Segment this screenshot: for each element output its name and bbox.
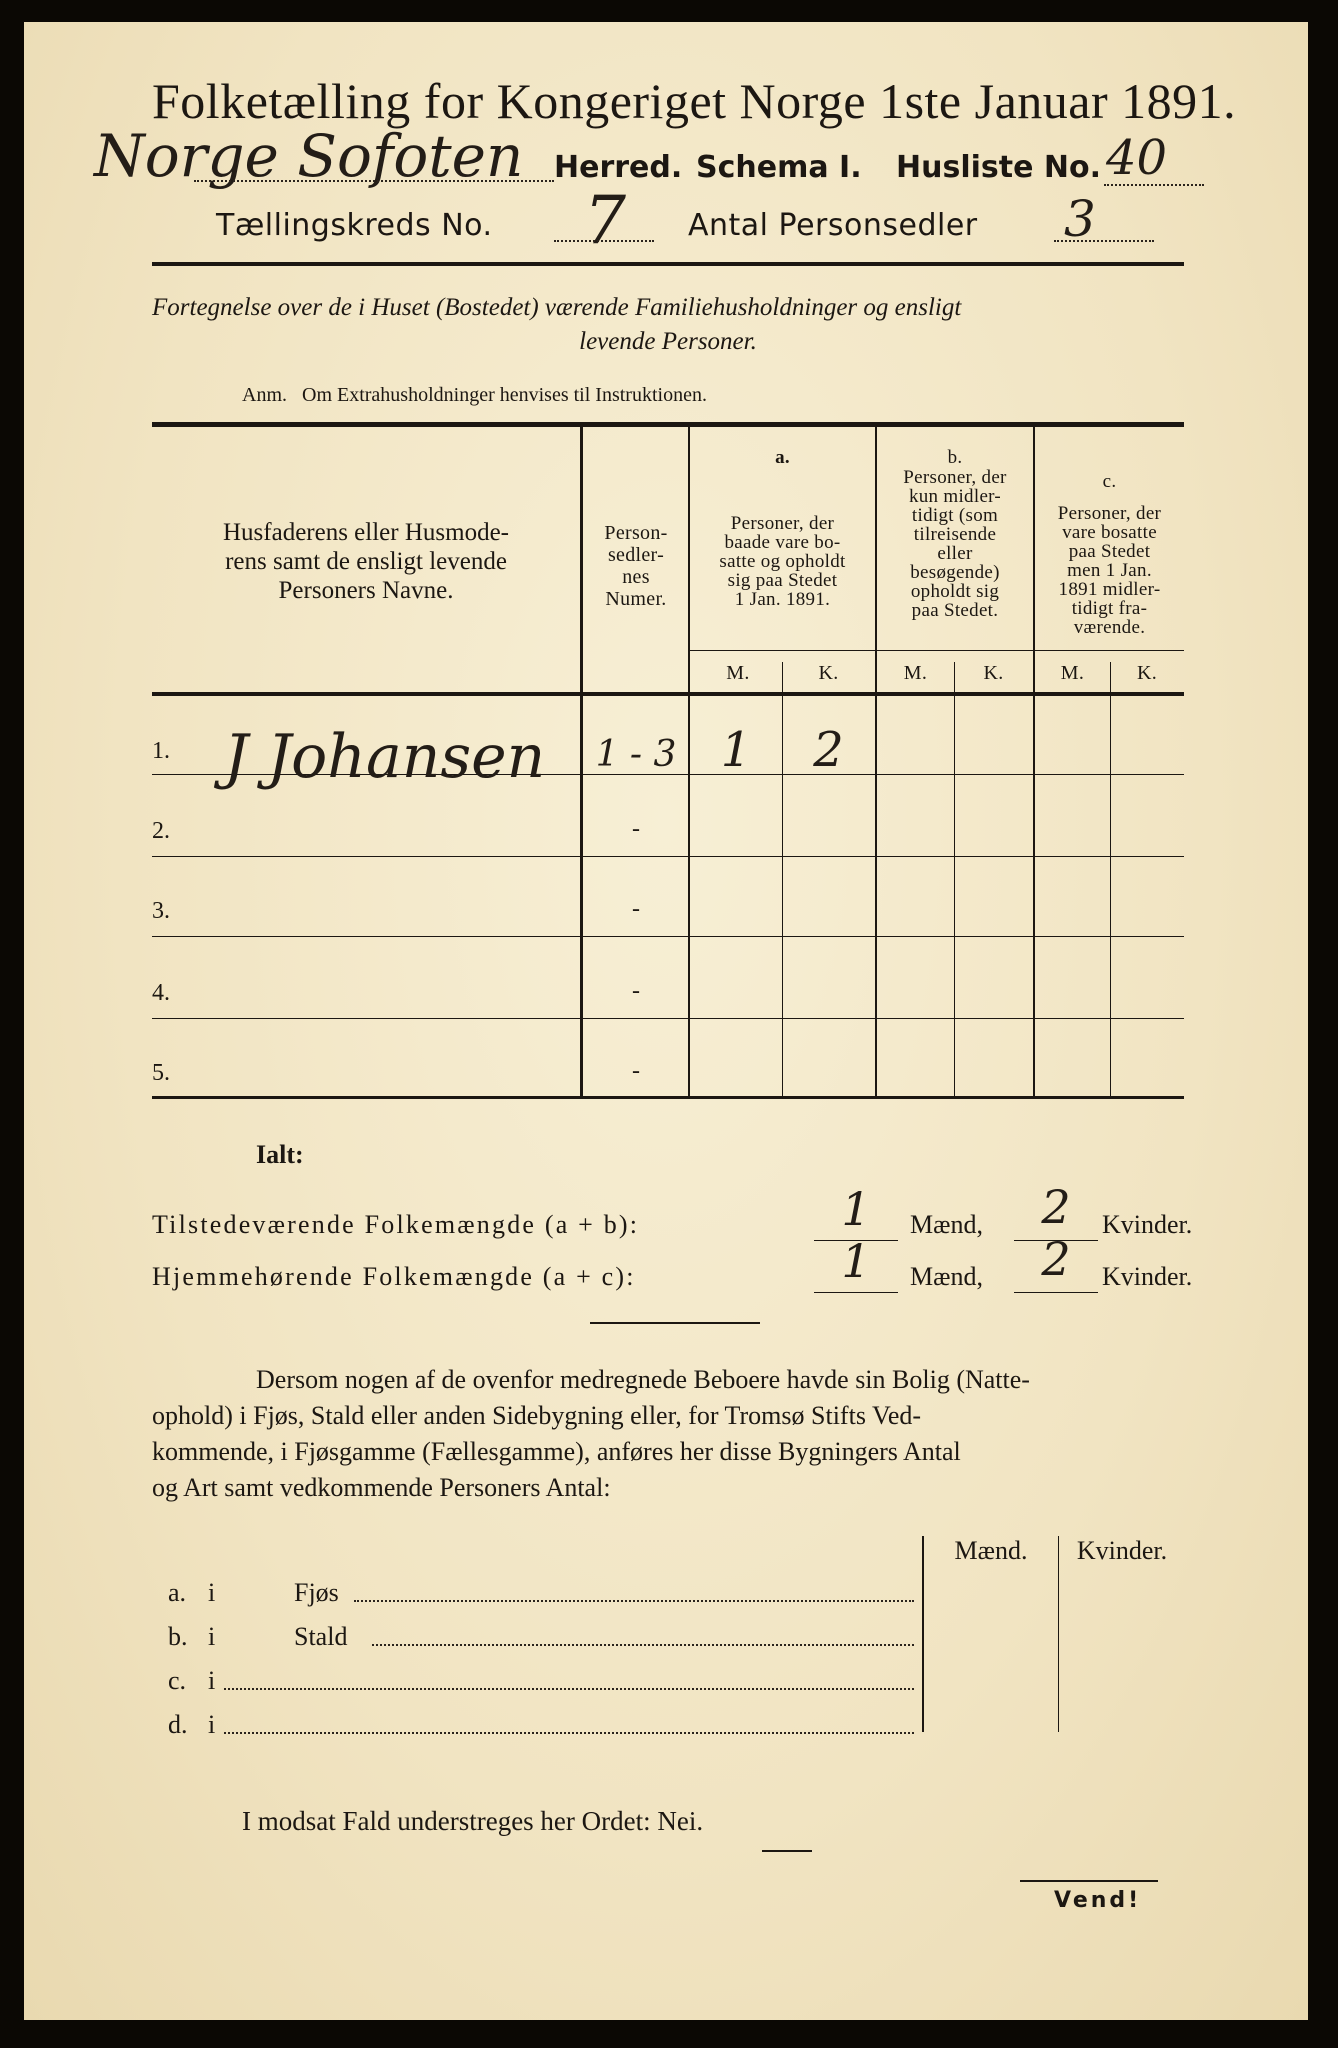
row-sep-4 (152, 1018, 1184, 1019)
vline-c-mk (1110, 662, 1111, 1096)
mk-a-m: M. (726, 662, 750, 684)
mk-rule (688, 650, 1184, 651)
row-5-numer: - (632, 1058, 640, 1084)
hjemme-m-line (814, 1292, 898, 1293)
herred-label: Herred. (554, 150, 683, 185)
col-c-l7: værende. (1073, 617, 1146, 638)
col-a-l5: 1 Jan. 1891. (734, 589, 831, 610)
outb-row-b-i: i (208, 1622, 216, 1651)
row-3-numer: - (632, 896, 640, 922)
col-c-l3: paa Stedet (1068, 541, 1151, 562)
col-a-letter: a. (775, 447, 790, 468)
outb-row-a-letter: a. (168, 1578, 187, 1607)
outb-row-d-i: i (208, 1710, 216, 1739)
outb-col-maend: Mænd. (954, 1536, 1028, 1565)
tilstede-kvinder: Kvinder. (1102, 1210, 1193, 1239)
outb-row-d-letter: d. (168, 1710, 188, 1739)
antal-label: Antal Personsedler (688, 208, 978, 243)
col-a-l2: baade vare bo- (724, 532, 841, 553)
vend-rule (1020, 1880, 1158, 1882)
col-numer-l1: Person- (604, 522, 668, 544)
outb-row-c-dots (224, 1688, 914, 1690)
row-number-5: 5. (152, 1060, 170, 1086)
row-sep-3 (152, 936, 1184, 937)
col-c-l5: 1891 midler- (1058, 579, 1161, 600)
outb-vline-2 (1058, 1536, 1059, 1732)
section-divider (590, 1322, 760, 1324)
para-line-3: kommende, i Fjøsgamme (Fællesgamme), anføres her disse Bygningers Antal (152, 1437, 961, 1466)
row-4-numer: - (632, 978, 640, 1004)
antal-dots (1054, 240, 1154, 242)
col-b-l2: kun midler- (908, 486, 1002, 507)
table-head-rule (152, 692, 1184, 696)
col-a-l1: Personer, der (730, 513, 835, 534)
herred-handwritten: Norge Sofoten (94, 122, 524, 190)
nei-underline (762, 1850, 812, 1852)
col-b-l7: opholdt sig (910, 581, 1000, 602)
row-1-numer: 1 - 3 (595, 734, 677, 775)
hjemme-maend: Mænd, (910, 1262, 983, 1291)
nei-instruction: I modsat Fald understreges her Ordet: Nei. (242, 1806, 704, 1836)
intro-line-2: levende Personer. (579, 328, 757, 355)
row-1-a-k: 2 (813, 722, 844, 778)
row-2-numer: - (632, 816, 640, 842)
kreds-label: Tællingskreds No. (216, 208, 493, 243)
col-c-l4: men 1 Jan. (1067, 560, 1152, 581)
col-a-l3: satte og opholdt (719, 551, 846, 572)
col-b-letter: b. (947, 447, 963, 468)
row-1-a-m: 1 (720, 722, 752, 778)
col-head-numer (584, 522, 688, 610)
col-head-c (1035, 504, 1184, 637)
outbuildings-paragraph (152, 1362, 1192, 1506)
table-bottom-rule (152, 1096, 1184, 1099)
col-c-l1: Personer, der (1057, 503, 1162, 524)
outb-row-d-dots (224, 1732, 914, 1734)
mk-c-m: M. (1060, 662, 1085, 684)
col-names-l2: rens samt de ensligt levende (225, 548, 507, 575)
tilstede-maend: Mænd, (910, 1210, 983, 1239)
row-number-1: 1. (152, 738, 170, 764)
row-sep-2 (152, 856, 1184, 857)
outb-row-c-letter: c. (168, 1666, 187, 1695)
schema-label: Schema I. (696, 150, 862, 185)
outb-col-kvinder: Kvinder. (1076, 1536, 1168, 1565)
col-head-names (152, 518, 580, 605)
col-head-a (690, 514, 875, 609)
herred-dots (194, 180, 554, 182)
col-b-l6: besøgende) (910, 562, 1000, 583)
col-b-l1: Personer, der (903, 467, 1007, 488)
col-numer-l4: Numer. (605, 588, 667, 610)
outb-row-a-text: Fjøs (294, 1578, 339, 1607)
husliste-dots (1104, 184, 1204, 186)
hjemme-label: Hjemmehørende Folkemængde (a + c): (152, 1262, 636, 1291)
hjemme-m-value: 1 (841, 1234, 871, 1288)
mk-a-k: K. (818, 662, 839, 684)
col-names-l1: Husfaderens eller Husmode- (222, 519, 509, 546)
intro-line-1: Fortegnelse over de i Huset (Bostedet) værende Familiehusholdninger og ensligt (152, 294, 962, 321)
para-line-2: ophold) i Fjøs, Stald eller anden Sidebygning eller, for Tromsø Stifts Ved- (152, 1401, 922, 1430)
hjemme-kvinder: Kvinder. (1102, 1262, 1193, 1291)
col-c-letter: c. (1102, 471, 1117, 492)
col-names-l3: Personers Navne. (278, 577, 454, 604)
row-number-2: 2. (152, 818, 170, 844)
outb-row-c-i: i (208, 1666, 216, 1695)
outb-row-b-dots (372, 1644, 914, 1646)
outb-row-a-dots (354, 1600, 914, 1602)
col-b-l4: tilreisende (913, 524, 997, 545)
kreds-dots (554, 240, 654, 242)
mk-b-m: M. (903, 662, 928, 684)
husliste-value: 40 (1106, 130, 1168, 186)
col-b-l8: paa Stedet. (911, 600, 999, 621)
kreds-value: 7 (584, 182, 626, 259)
outb-row-b-text: Stald (294, 1622, 348, 1651)
ialt-label: Ialt: (256, 1140, 304, 1169)
census-form-sheet (24, 22, 1308, 2020)
vline-names (580, 427, 583, 1097)
tilstede-k-value: 2 (1041, 1180, 1071, 1234)
outb-row-a-i: i (208, 1578, 216, 1607)
tilstede-label: Tilstedeværende Folkemængde (a + b): (152, 1210, 640, 1239)
outb-row-b-letter: b. (168, 1622, 188, 1651)
row-number-3: 3. (152, 898, 170, 924)
form-title: Folketælling for Kongeriget Norge 1ste Januar 1891. (152, 73, 1237, 129)
para-line-1: Dersom nogen af de ovenfor medregnede Beboere havde sin Bolig (Natte- (256, 1365, 1030, 1394)
col-c-l6: tidigt fra- (1071, 598, 1148, 619)
vline-b-mk (954, 662, 955, 1096)
col-b-l3: tidigt (som (911, 505, 999, 526)
col-numer-l3: nes (622, 566, 650, 588)
para-line-4: og Art samt vedkommende Personers Antal: (152, 1473, 611, 1502)
husliste-label: Husliste No. (896, 150, 1101, 185)
tilstede-m-value: 1 (841, 1182, 871, 1236)
antal-value: 3 (1064, 190, 1096, 248)
header-rule (152, 262, 1184, 266)
anm-note: Anm. Om Extrahusholdninger henvises til Instruktionen. (242, 384, 707, 406)
col-b-l5: eller (937, 543, 973, 564)
col-head-b (877, 468, 1033, 620)
table-top-rule (152, 422, 1184, 427)
vend-label: Vend! (1054, 1888, 1142, 1913)
row-number-4: 4. (152, 980, 170, 1006)
col-numer-l2: sedler- (607, 544, 665, 566)
row-1-name: J Johansen (224, 722, 546, 792)
mk-c-k: K. (1136, 662, 1158, 684)
mk-b-k: K. (983, 662, 1004, 684)
col-a-l4: sig paa Stedet (727, 570, 838, 591)
hjemme-k-value: 2 (1041, 1232, 1071, 1286)
hjemme-k-line (1014, 1292, 1098, 1293)
col-c-l2: vare bosatte (1062, 522, 1157, 543)
